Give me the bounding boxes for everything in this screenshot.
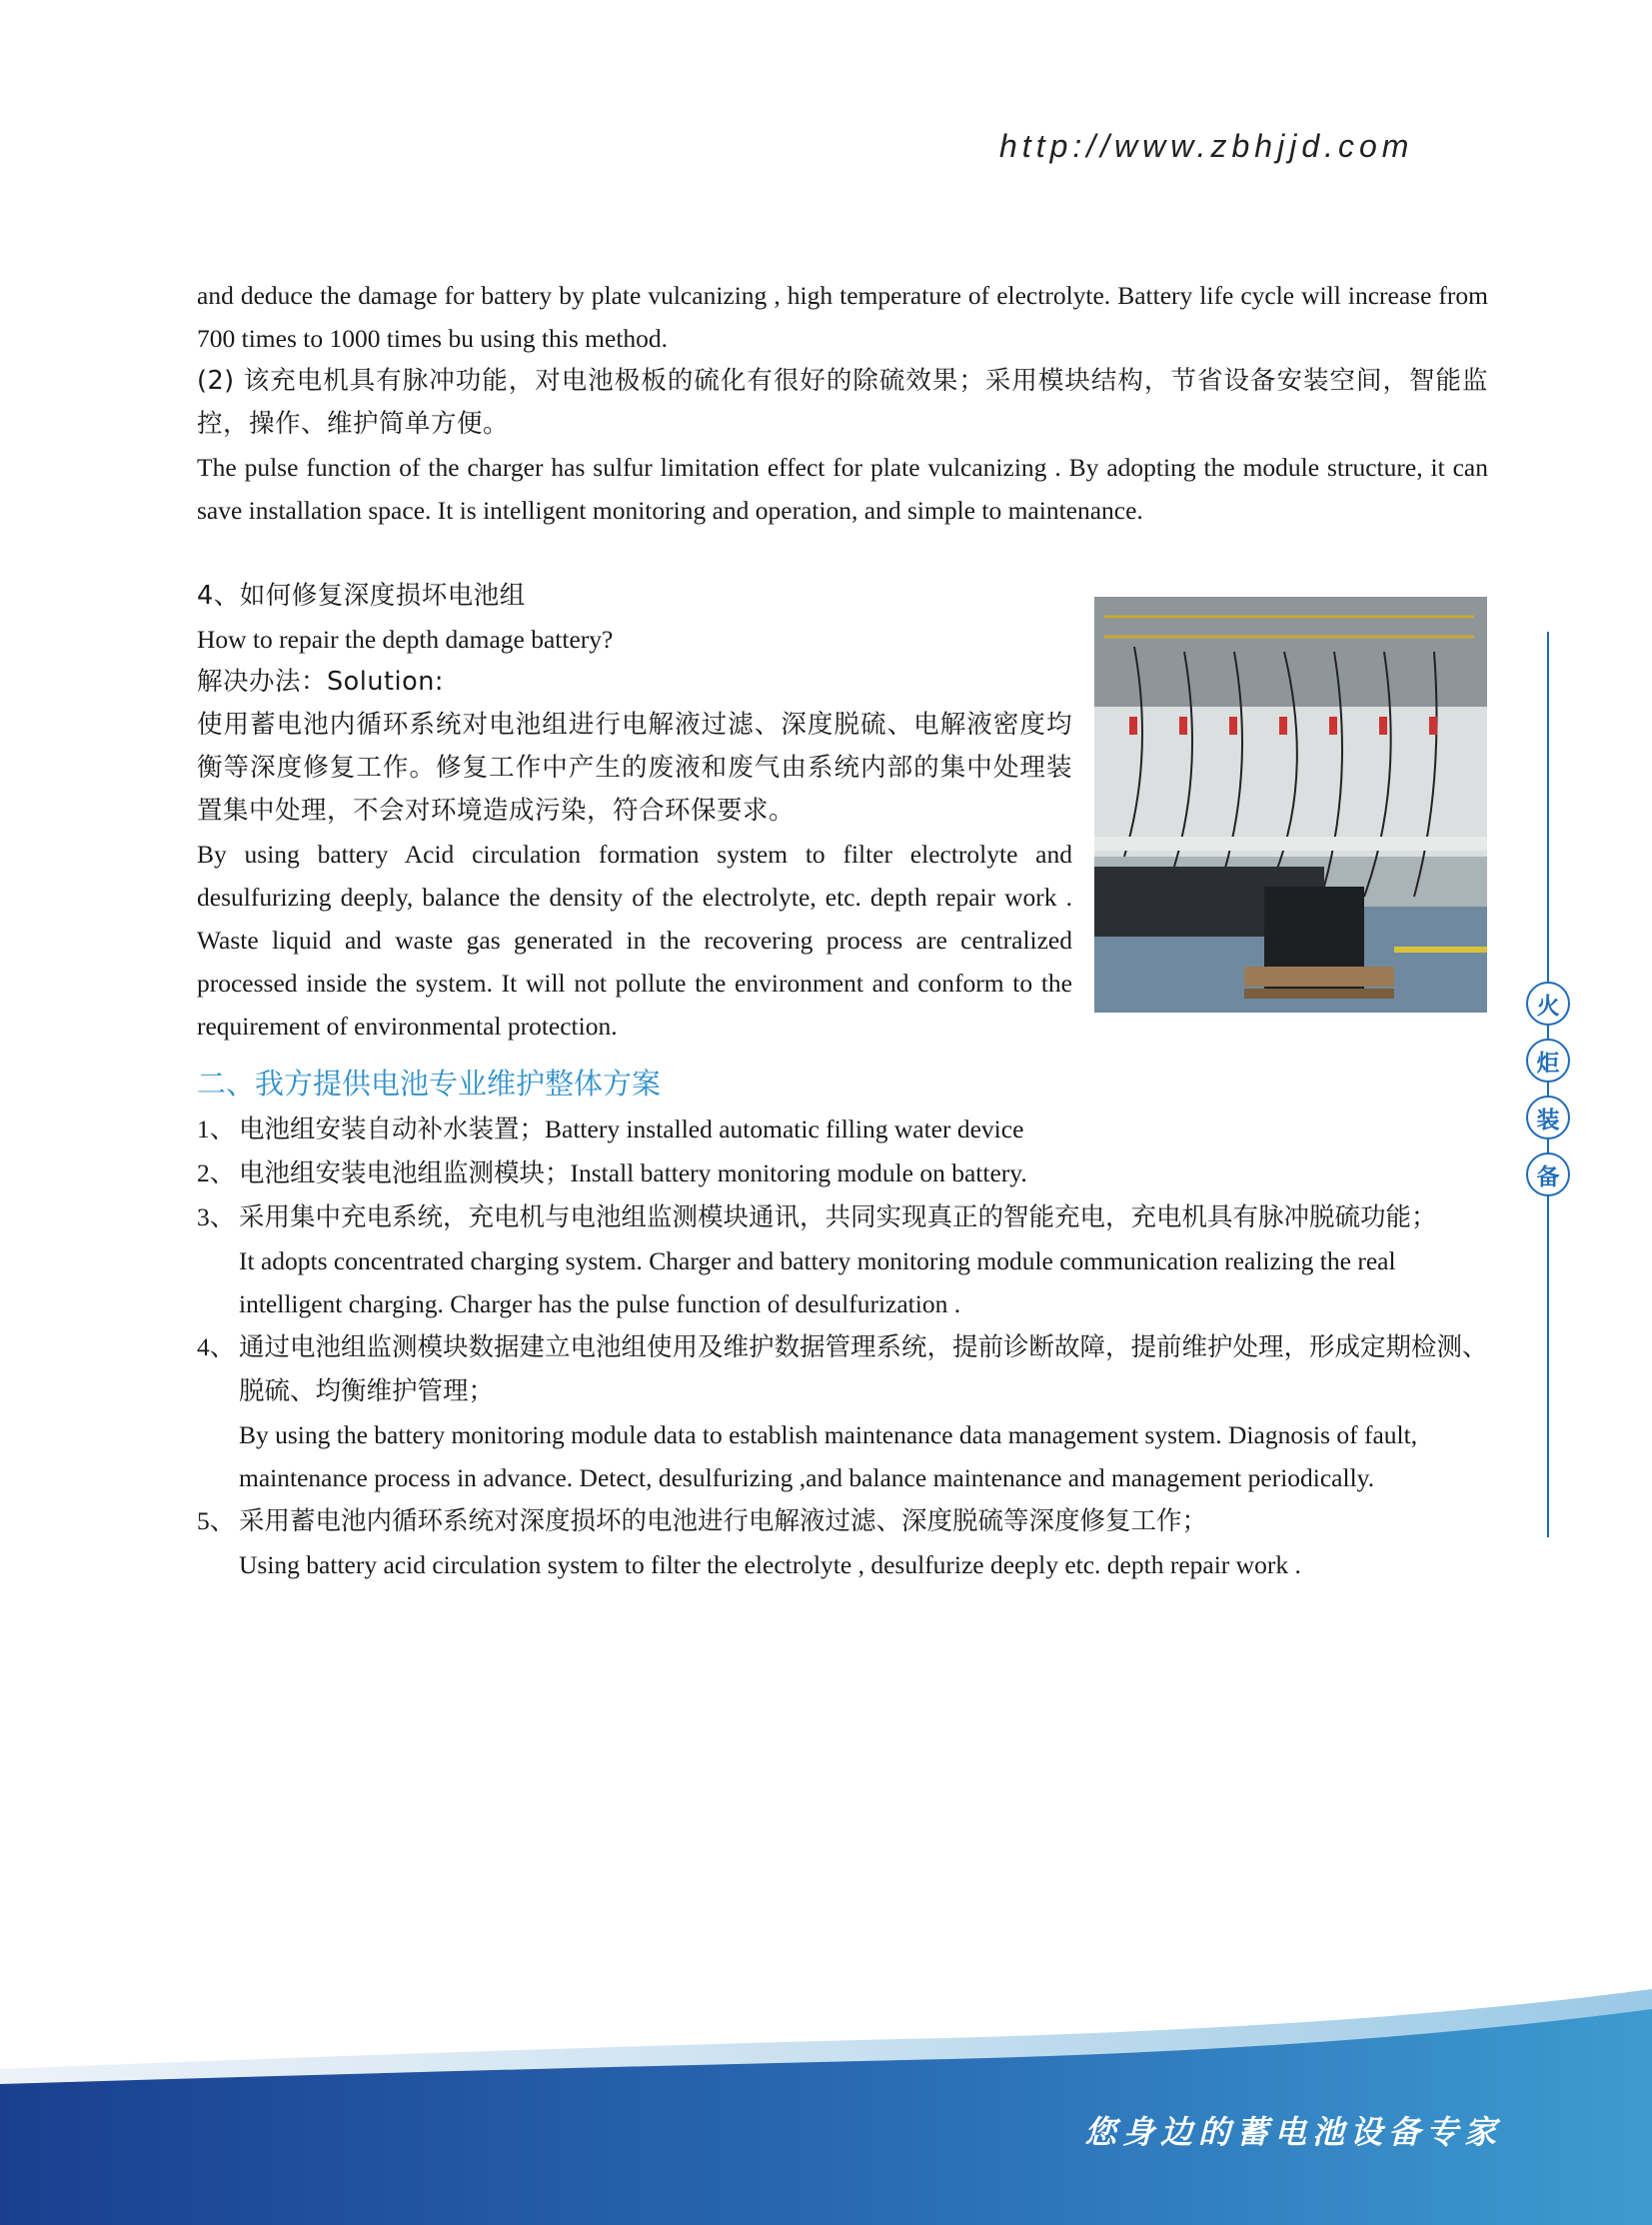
list-item-text-en: Using battery acid circulation system to filter the electrolyte , desulfurize deeply etc. depth repair work . [239,1550,1301,1579]
solution-list-item [197,1151,1488,1195]
intro-paragraph-3: The pulse function of the charger has sulfur limitation effect for plate vulcanizing . By adopting the module structure, it can save installation space. It is intelligent monitoring and operation, and simple to maintenance. [197,453,1488,525]
sidebar-char: 火 [1526,982,1570,1026]
solution-list-item [197,1195,1488,1325]
sidebar-brand [1526,982,1570,1209]
sidebar-char: 装 [1526,1096,1570,1139]
section-4-body-cn: 使用蓄电池内循环系统对电池组进行电解液过滤、深度脱硫、电解液密度均衡等深度修复工作。修复工作中产生的废液和废气由系统内部的集中处理装置集中处理，不会对环境造成污染，符合环保要求。 [197,710,1072,826]
list-item-number: 1、 [197,1114,236,1143]
section-4-title-cn: 4、如何修复深度损坏电池组 [197,581,526,611]
list-item-text-cn: 采用蓄电池内循环系统对深度损坏的电池进行电解液过滤、深度脱硫等深度修复工作； [239,1506,1208,1536]
list-item-text-en: Battery installed automatic filling water device [545,1114,1024,1143]
list-item-text-cn: 电池组安装自动补水装置； [239,1114,546,1144]
list-item-number: 2、 [197,1158,236,1187]
sidebar-char: 炬 [1526,1039,1570,1083]
solution-list-item [197,1325,1488,1499]
sidebar-char: 备 [1526,1152,1570,1196]
section-4-title-en: How to repair the depth damage battery? [197,625,614,654]
list-item-number: 3、 [197,1202,236,1231]
list-item-text-en: By using the battery monitoring module data to establish maintenance data management system. Diagnosis of fault, maintenance process in advance. Detect, desulfurizing ,and balance maintenance and management periodically. [239,1420,1418,1492]
list-item-text-cn: 电池组安装电池组监测模块； [239,1158,571,1188]
website-url: http://www.zbhjjd.com [999,128,1414,164]
list-item-text-cn: 通过电池组监测模块数据建立电池组使用及维护数据管理系统，提前诊断故障，提前维护处理，形成定期检测、脱硫、均衡维护管理； [239,1332,1488,1406]
list-item-body [239,1499,1488,1586]
list-item-number: 5、 [197,1506,236,1535]
list-item-body [239,1151,1488,1195]
solution-list [197,1108,1488,1586]
list-item-text-en: It adopts concentrated charging system. Charger and battery monitoring module communication realizing the real intelligent charging. Charger has the pulse function of desulfurization . [239,1246,1396,1318]
intro-paragraph-2-cn: (2) 该充电机具有脉冲功能，对电池极板的硫化有很好的除硫效果；采用模块结构，节省设备安装空间，智能监控，操作、维护简单方便。 [197,366,1488,439]
solution-list-item [197,1499,1488,1586]
list-item-number: 4、 [197,1332,236,1361]
list-item-body [239,1195,1488,1325]
section-two-heading: 二、我方提供电池专业维护整体方案 [197,1067,662,1101]
solution-label: 解决办法：Solution: [197,667,444,697]
list-item-text-cn: 采用集中充电系统，充电机与电池组监测模块通讯，共同实现真正的智能充电，充电机具有脉冲脱硫功能； [239,1202,1437,1232]
footer-slogan: 您身边的蓄电池设备专家 [1084,2113,1503,2151]
battery-equipment-photo [1094,597,1487,1013]
section-4-body-en: By using battery Acid circulation formation system to filter electrolyte and desulfurizing deeply, balance the density of the electrolyte, etc. depth repair work . Waste liquid and waste gas generated in the recovering process are centralized processed inside the system. It will not pollute the environment and conform to the requirement of environmental protection. [197,840,1072,1041]
solution-list-item [197,1108,1488,1151]
list-item-body [239,1108,1488,1151]
list-item-body [239,1325,1488,1499]
intro-paragraph-1: and deduce the damage for battery by plate vulcanizing , high temperature of electrolyte. Battery life cycle will increase from 700 times to 1000 times bu using this method. [197,281,1488,353]
list-item-text-en: Install battery monitoring module on battery. [570,1158,1027,1187]
